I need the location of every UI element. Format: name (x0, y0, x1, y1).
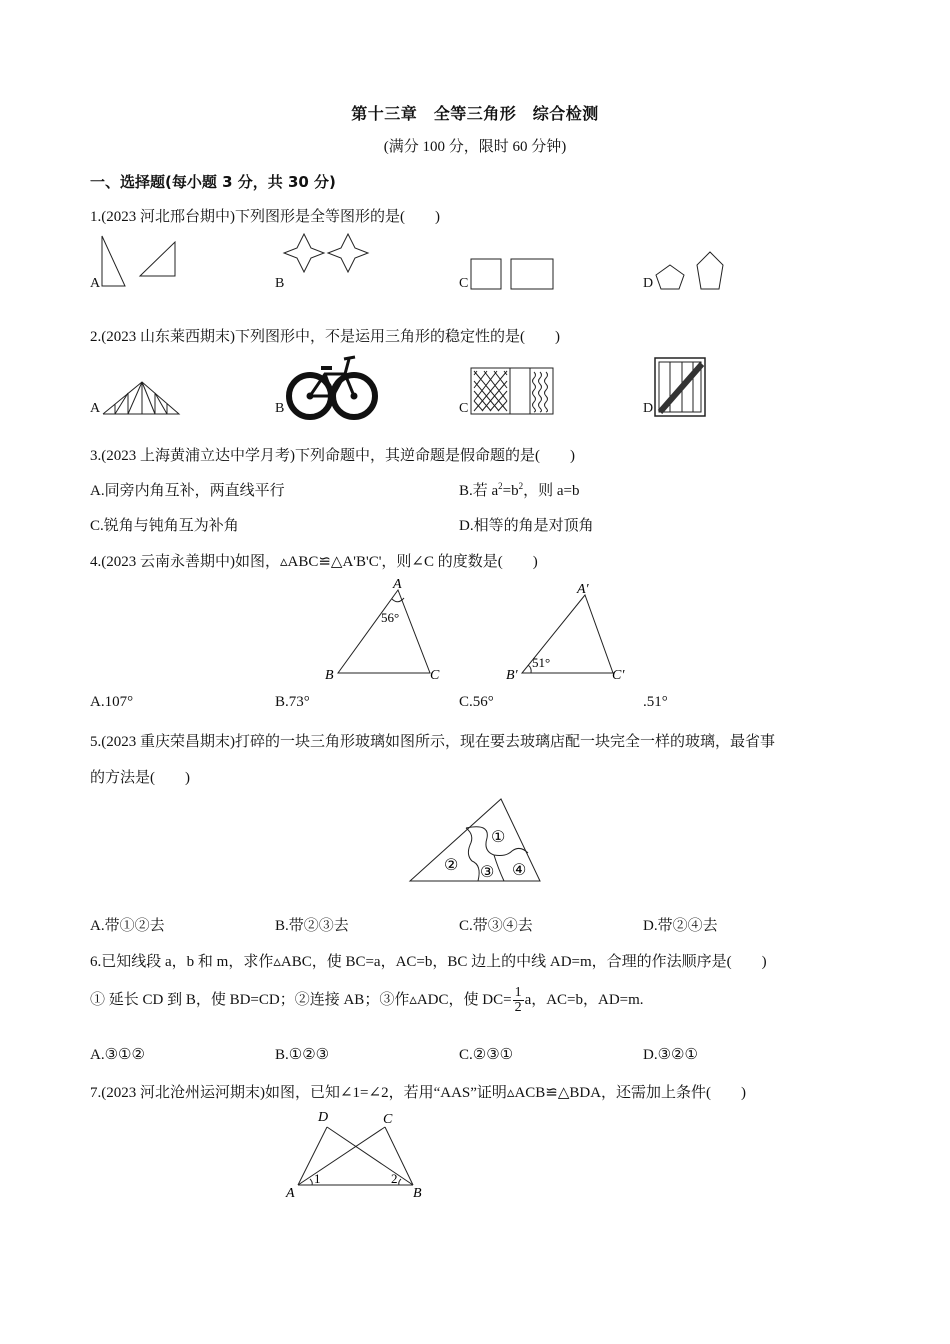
q6-fraction: $\frac{1}{2}$ (514, 985, 522, 1015)
q1-b-star-2 (328, 234, 368, 272)
q2-a-truss (103, 382, 179, 414)
question-3-stem: 3.(2023 上海黄浦立达中学月考)下列命题中，其逆命题是假命题的是( ) (90, 448, 575, 464)
q1-a-triangle-2 (140, 242, 175, 276)
q1-c-square (471, 259, 501, 289)
q7-angle-2: 2 (391, 1171, 398, 1186)
q4-label-c-prime: C′ (612, 668, 625, 683)
question-5-stem-line1: 5.(2023 重庆荣昌期末)打碎的一块三角形玻璃如图所示，现在要去玻璃店配一块完全一样的玻璃，最省事 (90, 734, 775, 750)
section-heading: 一、选择题(每小题 3 分，共 30 分) (90, 173, 336, 191)
q2-b-bicycle (289, 357, 375, 417)
q5-piece-2: ② (444, 857, 459, 874)
q7-figure (0, 1105, 950, 1205)
q2-label-a: A (90, 401, 101, 416)
q2-label-d: D (643, 401, 654, 416)
q4-angle-56: 56° (381, 610, 400, 625)
q6-option-c: C.②③① (459, 1047, 514, 1063)
q1-c-rect (511, 259, 553, 289)
q4-option-d: .51° (643, 694, 668, 710)
q7-label-c: C (383, 1112, 393, 1127)
q1-a-triangle-1 (102, 236, 125, 286)
q7-label-a: A (286, 1186, 295, 1201)
q3-option-d: D.相等的角是对顶角 (459, 518, 594, 534)
q4-label-c: C (430, 668, 440, 683)
q5-option-a: A.带①②去 (90, 918, 165, 934)
q1-label-d: D (643, 276, 654, 291)
q6-option-a: A.③①② (90, 1047, 145, 1063)
q3-option-b: B.若 $a^2=b^2$，则 a=b (459, 481, 580, 499)
q4-triangle-abc (338, 590, 430, 673)
q1-label-b: B (275, 276, 285, 291)
q1-label-a: A (90, 276, 101, 291)
question-6-steps: ① 延长 CD 到 B，使 BD=CD；②连接 AB；③作▵ADC，使 DC= $\frac{1}{2}$ a，AC=b，AD=m. (90, 985, 644, 1015)
q4-label-b: B (325, 668, 334, 683)
q4-angle-51: 51° (532, 655, 551, 670)
q5-piece-1: ① (491, 829, 506, 846)
question-5-stem-line2: 的方法是( ) (90, 770, 190, 786)
q4-label-a-prime: A′ (577, 582, 589, 597)
q1-d-pentagon-1 (656, 265, 684, 289)
q1-label-c: C (459, 276, 469, 291)
q7-label-b: B (413, 1186, 422, 1201)
q4-figures (0, 575, 950, 685)
q1-figures (0, 232, 950, 292)
q2-d-door (655, 358, 705, 416)
q3-option-a: A.同旁内角互补，两直线平行 (90, 483, 285, 499)
q4-option-a: A.107° (90, 694, 134, 710)
q4-label-a: A (393, 577, 402, 592)
page-title: 第十三章 全等三角形 综合检测 (351, 104, 599, 123)
q5-option-c: C.带③④去 (459, 918, 533, 934)
q2-figures (0, 352, 950, 422)
q5-piece-3: ③ (480, 864, 495, 881)
q5-piece-4: ④ (512, 862, 527, 879)
question-1-stem: 1.(2023 河北邢台期中)下列图形是全等图形的是( ) (90, 209, 440, 225)
q4-option-c: C.56° (459, 694, 494, 710)
q6-option-b: B.①②③ (275, 1047, 330, 1063)
q1-d-pentagon-2 (697, 252, 723, 289)
question-7-stem: 7.(2023 河北沧州运河期末)如图，已知∠1=∠2，若用“AAS”证明▵ACB≌△BDA，还需加上条件( ) (90, 1085, 747, 1101)
q2-c-fence (471, 368, 553, 414)
q2-label-c: C (459, 401, 469, 416)
q1-b-star-1 (284, 234, 324, 272)
q7-angle-1: 1 (314, 1171, 321, 1186)
q5-option-d: D.带②④去 (643, 918, 718, 934)
q7-label-d: D (318, 1110, 329, 1125)
question-2-stem: 2.(2023 山东莱西期末)下列图形中，不是运用三角形的稳定性的是( ) (90, 329, 560, 345)
q5-option-b: B.带②③去 (275, 918, 349, 934)
question-6-stem: 6.已知线段 a，b 和 m，求作▵ABC，使 BC=a，AC=b，BC 边上的中线 AD=m，合理的作法顺序是( ) (90, 954, 767, 970)
q4-option-b: B.73° (275, 694, 310, 710)
q3-option-c: C.锐角与钝角互为补角 (90, 518, 239, 534)
q4-label-b-prime: B′ (506, 668, 518, 683)
q6-option-d: D.③②① (643, 1047, 698, 1063)
q2-label-b: B (275, 401, 285, 416)
page-subtitle: (满分 100 分，限时 60 分钟) (383, 139, 567, 155)
question-4-stem: 4.(2023 云南永善期中)如图，▵ABC≌△A'B'C'，则∠C 的度数是( ) (90, 554, 538, 570)
q5-broken-glass (0, 793, 950, 893)
